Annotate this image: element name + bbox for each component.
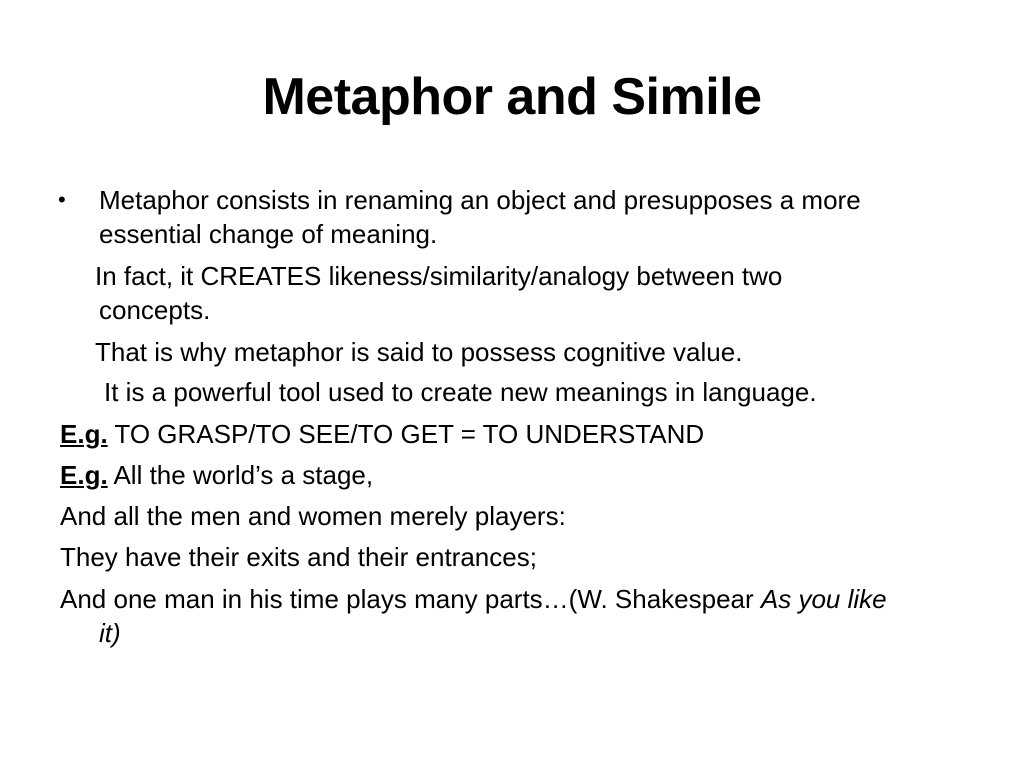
- quote-line-4: [60, 582, 887, 616]
- example-2-label: E.g.: [60, 460, 108, 490]
- quote-line-3: They have their exits and their entrances;: [60, 542, 537, 572]
- powerful-tool-line: It is a powerful tool used to create new meanings in language.: [104, 377, 817, 407]
- example-1-line: [60, 417, 704, 451]
- metaphor-definition-line-2: essential change of meaning.: [99, 219, 438, 249]
- example-1-label: E.g.: [60, 419, 108, 449]
- cognitive-value-line: That is why metaphor is said to possess cognitive value.: [95, 337, 743, 367]
- likeness-line-2: concepts.: [99, 295, 211, 325]
- likeness-line-1: In fact, it CREATES likeness/similarity/analogy between two: [95, 261, 783, 291]
- example-1-text: TO GRASP/TO SEE/TO GET = TO UNDERSTAND: [107, 419, 705, 449]
- slide-title: Metaphor and Simile: [262, 68, 762, 126]
- bullet-dot: •: [58, 187, 66, 212]
- quote-work-title-part-2: it): [99, 618, 121, 648]
- example-2-text: All the world’s a stage,: [107, 460, 374, 490]
- quote-line-4-text: And one man in his time plays many parts…(W. Shakespear: [60, 584, 761, 614]
- metaphor-definition-line-1: Metaphor consists in renaming an object and presupposes a more: [99, 185, 861, 215]
- quote-work-title-part-1: As you like: [760, 584, 887, 614]
- quote-line-2: And all the men and women merely players:: [60, 501, 566, 531]
- example-2-line: [60, 458, 373, 492]
